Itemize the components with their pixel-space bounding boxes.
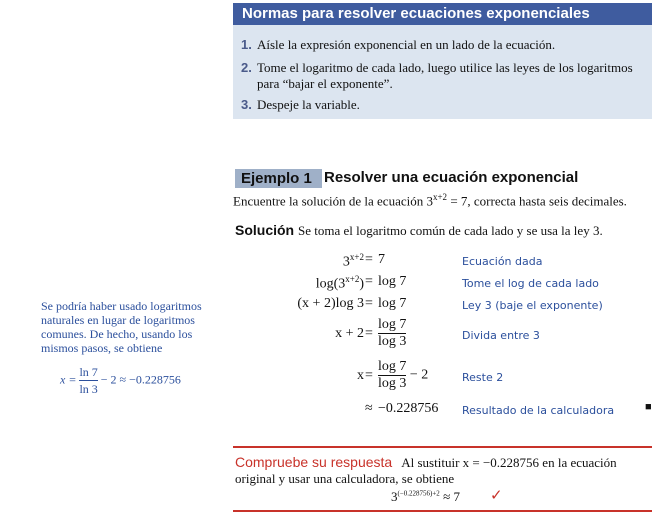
rule-text: Despeje la variable. bbox=[257, 97, 360, 112]
rule-num: 1. bbox=[241, 37, 252, 52]
end-of-proof-icon: ■ bbox=[645, 401, 652, 413]
step-rhs: log 7 bbox=[378, 274, 407, 289]
check-equation bbox=[391, 489, 460, 505]
check-paragraph bbox=[235, 454, 650, 487]
step-note: Divida entre 3 bbox=[462, 329, 540, 342]
fraction bbox=[378, 359, 406, 392]
numerator: ln 7 bbox=[79, 365, 98, 379]
solution-text: Se toma el logaritmo común de cada lado y se usa la ley 3. bbox=[298, 223, 603, 238]
step-rhs bbox=[378, 317, 406, 350]
prompt-text: Encuentre la solución de la ecuación 3 bbox=[233, 193, 433, 209]
check-label: Compruebe su respuesta bbox=[235, 454, 393, 470]
numerator: log 7 bbox=[378, 359, 407, 374]
step-relation: = bbox=[365, 274, 373, 289]
step-note: Resultado de la calculadora bbox=[462, 404, 615, 417]
rule-num: 2. bbox=[241, 60, 252, 75]
example-badge: Ejemplo 1 bbox=[235, 169, 325, 188]
lhs-exp: x+2 bbox=[345, 274, 360, 284]
step-relation: = bbox=[365, 326, 373, 341]
lhs-base: 3 bbox=[342, 254, 350, 270]
step-rhs: 7 bbox=[378, 252, 385, 267]
denominator: log 3 bbox=[378, 376, 407, 391]
step-rhs: −0.228756 bbox=[378, 401, 439, 416]
base: 3 bbox=[391, 489, 398, 504]
step-lhs bbox=[343, 252, 364, 271]
example-prompt bbox=[233, 192, 627, 209]
exponent: (−0.228756)+2 bbox=[397, 489, 440, 498]
divider bbox=[233, 446, 652, 448]
fraction bbox=[378, 317, 406, 350]
denominator: log 3 bbox=[378, 334, 407, 349]
check-rhs: ≈ 7 bbox=[443, 489, 460, 504]
step-relation: ≈ bbox=[365, 401, 373, 416]
step-note: Ecuación dada bbox=[462, 255, 543, 268]
step-lhs bbox=[316, 274, 364, 293]
fraction bbox=[79, 364, 97, 397]
step-relation: = bbox=[365, 368, 373, 383]
step-relation: = bbox=[365, 252, 373, 267]
tail: − 2 ≈ −0.228756 bbox=[100, 372, 181, 387]
step-lhs: (x + 2)log 3 bbox=[297, 296, 364, 311]
step-rhs bbox=[378, 359, 428, 392]
solution-label: Solución bbox=[235, 222, 295, 238]
rule-text: Tome el logaritmo de cada lado, luego utilice las leyes de los logaritmos para “bajar el exponente”. bbox=[257, 60, 633, 91]
rule-item bbox=[241, 37, 641, 53]
sidebar-equation bbox=[60, 364, 181, 397]
tail: − 2 bbox=[409, 367, 429, 383]
lhs-text: log(3 bbox=[315, 276, 346, 292]
lhs-exp: x+2 bbox=[349, 252, 364, 262]
step-rhs: log 7 bbox=[378, 296, 407, 311]
sidebar-note: Se podría haber usado logaritmos naturales en lugar de logaritmos comunes. De hecho, usando los mismos pasos, se obtiene bbox=[41, 299, 202, 355]
rule-num: 3. bbox=[241, 97, 252, 112]
rule-text: Aísle la expresión exponencial en un lado de la ecuación. bbox=[257, 37, 556, 52]
example-title: Resolver una ecuación exponencial bbox=[324, 169, 579, 186]
lhs: x = bbox=[60, 372, 77, 387]
step-note: Ley 3 (baje el exponente) bbox=[462, 299, 603, 312]
prompt-exponent: x+2 bbox=[432, 192, 448, 202]
check-text: Al sustituir x = −0.228756 en la ecuación original y usar una calculadora, se obtiene bbox=[235, 455, 617, 486]
checkmark-icon: ✓ bbox=[490, 488, 503, 504]
divider bbox=[233, 510, 652, 512]
step-note: Reste 2 bbox=[462, 371, 504, 384]
numerator: log 7 bbox=[378, 317, 407, 332]
rule-item bbox=[241, 97, 641, 113]
step-lhs: x bbox=[357, 368, 364, 383]
rule-item bbox=[241, 60, 641, 92]
lhs-text: ) bbox=[359, 276, 364, 292]
prompt-text: = 7, correcta hasta seis decimales. bbox=[447, 193, 627, 209]
rules-title: Normas para resolver ecuaciones exponenciales bbox=[233, 3, 652, 25]
denominator: ln 3 bbox=[79, 382, 98, 396]
step-note: Tome el log de cada lado bbox=[462, 277, 599, 290]
step-lhs: x + 2 bbox=[335, 326, 364, 341]
step-relation: = bbox=[365, 296, 373, 311]
